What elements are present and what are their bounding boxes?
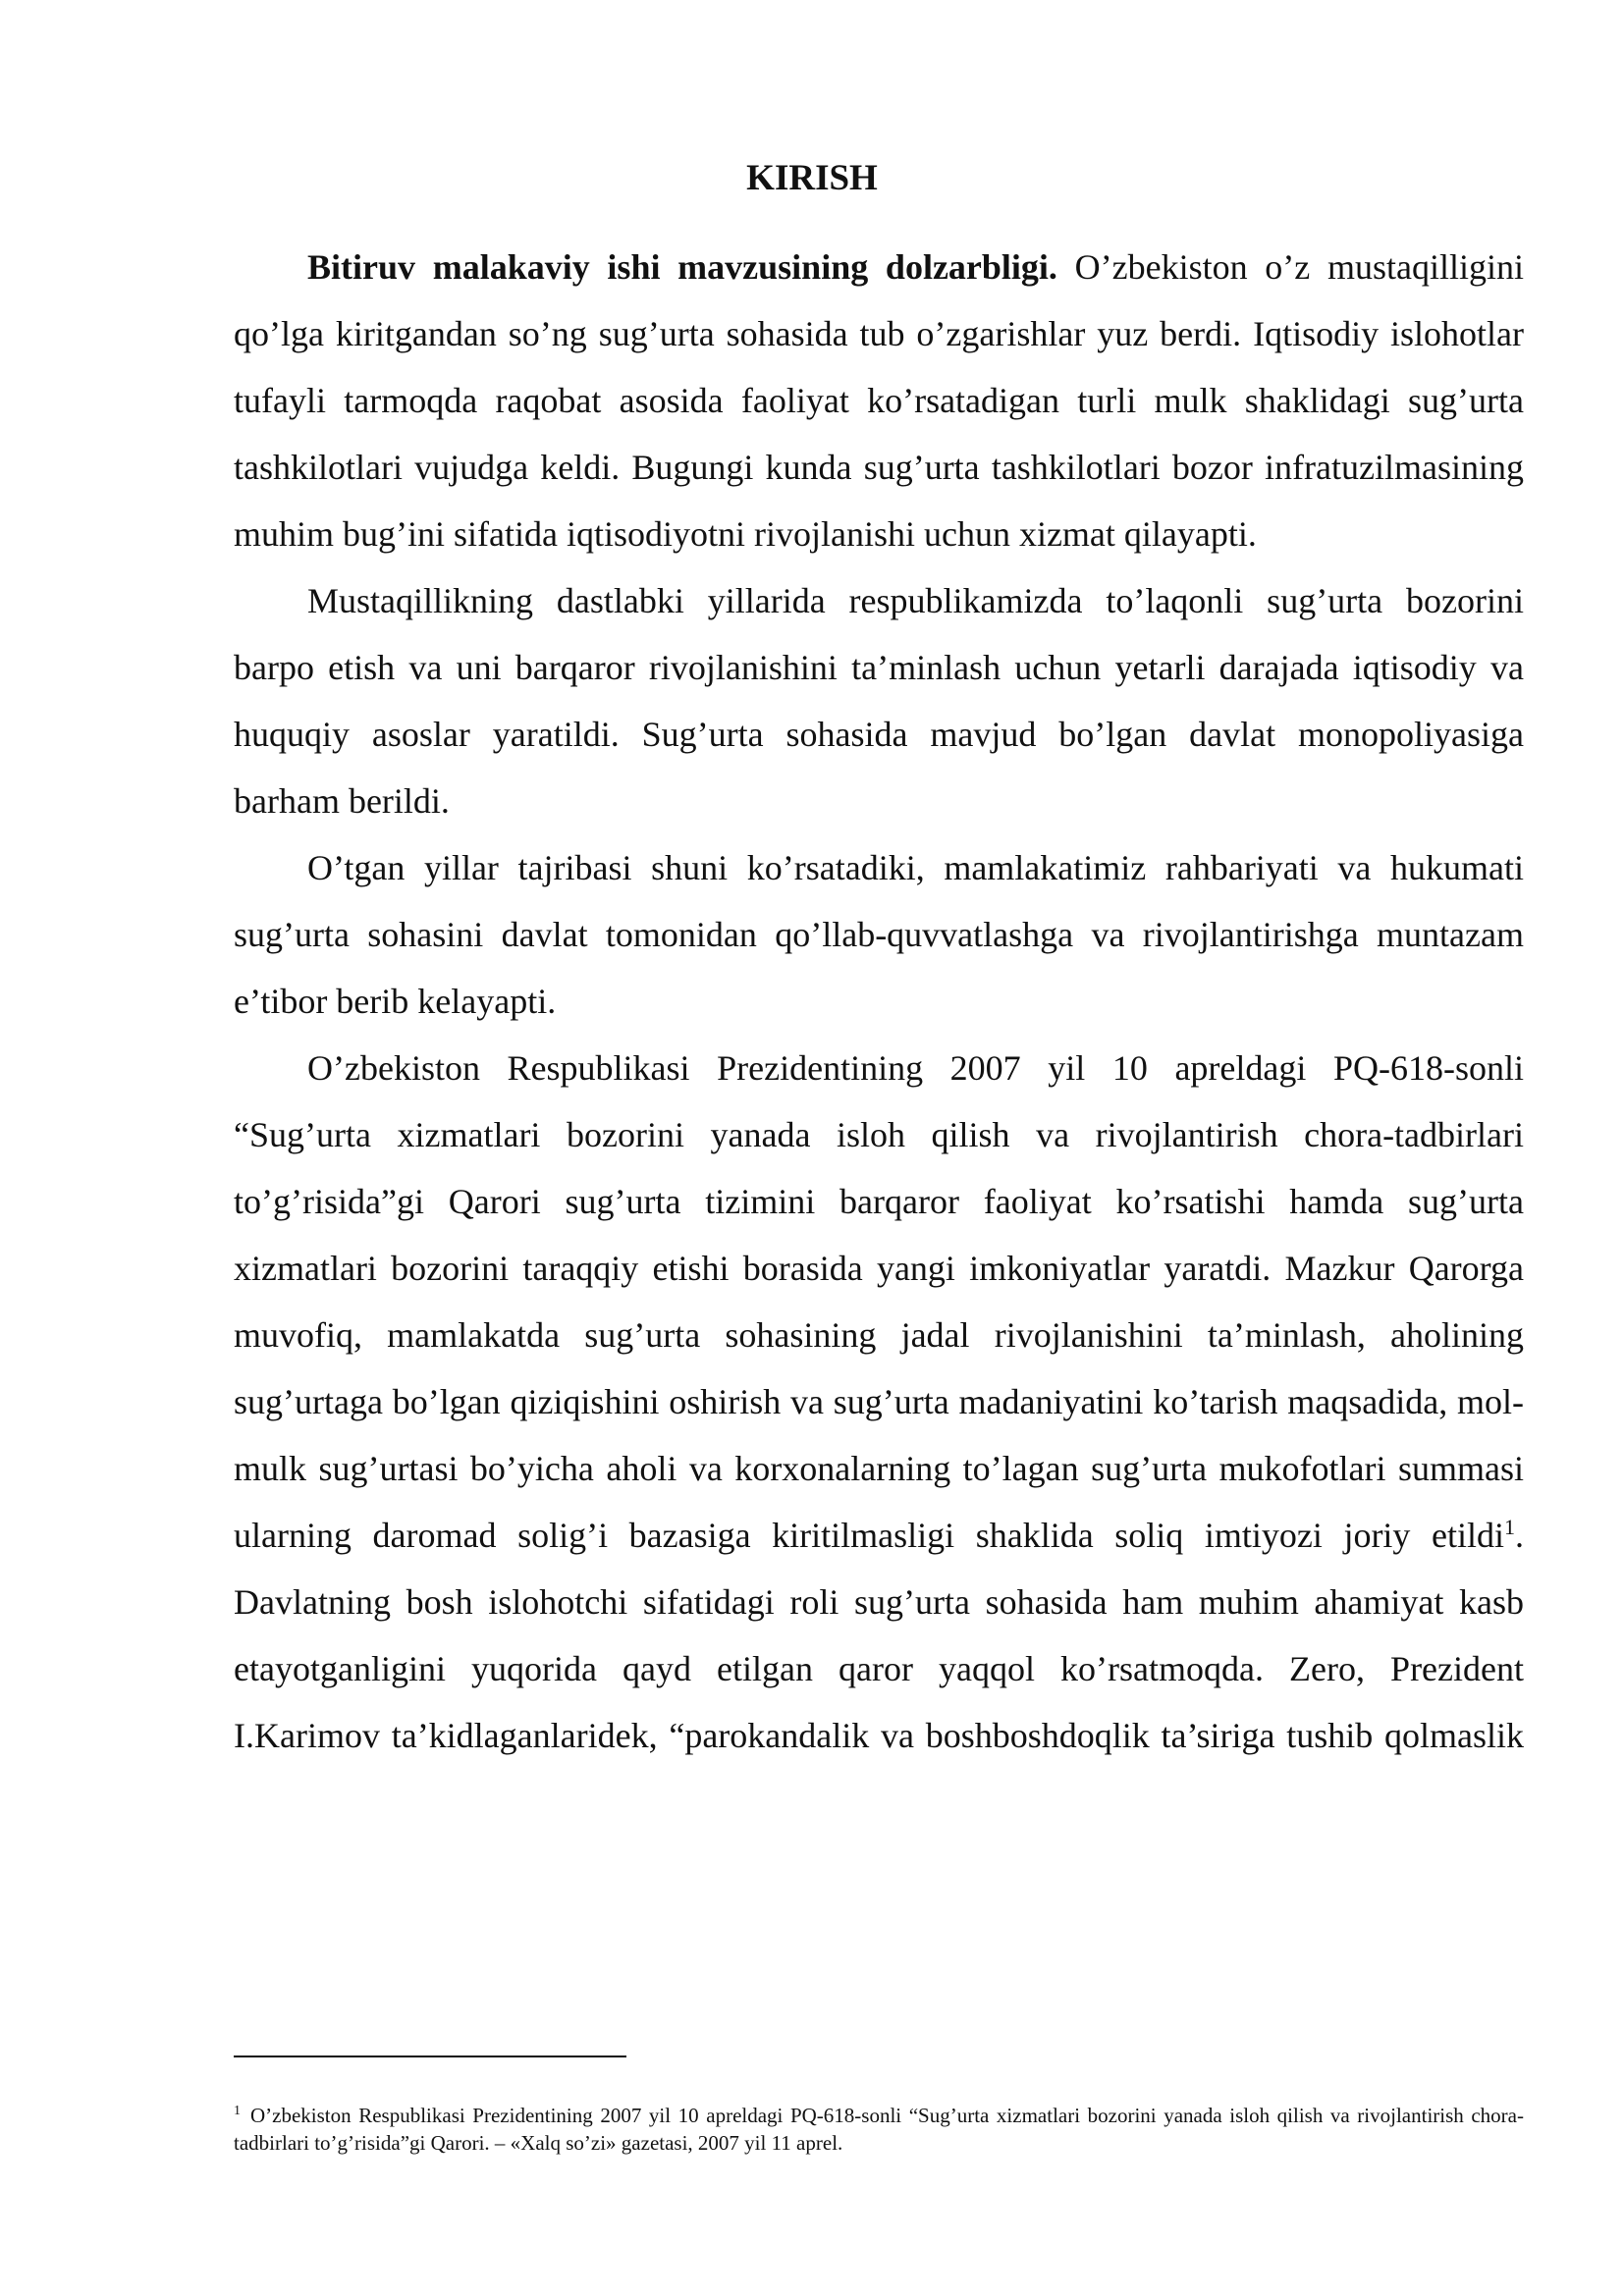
footnote-number: 1 — [234, 2104, 241, 2118]
page-title: KIRISH — [746, 158, 878, 198]
footnote-text: O’zbekiston Respublikasi Prezidentining 2007 yil 10 apreldagi PQ-618-sonli “Sug’urta xizmatlari bozorini yanada isloh qilish va rivojlantirish chora-tadbirlari to’g’risida”gi Qarori. – «Xalq so’zi» gazetasi, 2007 yil 11 aprel. — [234, 2104, 1524, 2155]
paragraph-text: O’zbekiston Respublikasi Prezidentining 2007 yil 10 apreldagi PQ-618-sonli “Sug’urta xizmatlari bozorini yanada isloh qilish va rivojlantirish chora-tadbirlari to’g’risida”gi Qarori sug’urta tizimini barqaror faoliyat ko’rsatishi hamda sug’urta xizmatlari bozorini taraqqiy etishi borasida yangi imkoniyatlar yaratdi. Mazkur Qarorga muvofiq, mamlakatda sug’urta sohasining jadal rivojlanishini ta’minlash, aholining sug’urtaga bo’lgan qiziqishini oshirish va sug’urta madaniyatini ko’tarish maqsadida, mol-mulk sug’urtasi bo’yicha aholi va korxonalarning to’lagan sug’urta mukofotlari summasi ularning daromad solig’i bazasiga kiritilmasligi shaklida soliq imtiyozi joriy etildi — [234, 1048, 1524, 1555]
footnote-reference[interactable]: 1 — [1504, 1515, 1515, 1539]
body-text — [234, 234, 1524, 1769]
paragraph-lead: Bitiruv malakaviy ishi mavzusining dolzarbligi. — [307, 247, 1057, 287]
paragraph-1 — [234, 234, 1524, 567]
paragraph-text: . Davlatning bosh islohotchi sifatidagi roli sug’urta sohasida ham muhim ahamiyat kasb etayotganligini yuqorida qayd etilgan qaror yaqqol ko’rsatmoqda. Zero, Prezident I.Karimov ta’kidlaganlaridek, “parokandalik va boshboshdoqlik ta’siriga tushib qolmaslik — [234, 1516, 1524, 1755]
footnote-separator — [234, 2056, 626, 2057]
paragraph-text: O’zbekiston o’z mustaqilligini qo’lga kiritgandan so’ng sug’urta sohasida tub o’zgarishlar yuz berdi. Iqtisodiy islohotlar tufayli tarmoqda raqobat asosida faoliyat ko’rsatadigan turli mulk shaklidagi sug’urta tashkilotlari vujudga keldi. Bugungi kunda sug’urta tashkilotlari bozor infratuzilmasining muhim bug’ini sifatida iqtisodiyotni rivojlanishi uchun xizmat qilayapti. — [234, 247, 1524, 554]
footnote — [234, 2102, 1524, 2157]
paragraph-4 — [234, 1035, 1524, 1769]
paragraph-3: O’tgan yillar tajribasi shuni ko’rsatadiki, mamlakatimiz rahbariyati va hukumati sug’urta sohasini davlat tomonidan qo’llab-quvvatlashga va rivojlantirishga muntazam e’tibor berib kelayapti. — [234, 848, 1524, 1021]
paragraph-2: Mustaqillikning dastlabki yillarida respublikamizda to’laqonli sug’urta bozorini barpo etish va uni barqaror rivojlanishini ta’minlash uchun yetarli darajada iqtisodiy va huquqiy asoslar yaratildi. Sug’urta sohasida mavjud bo’lgan davlat monopoliyasiga barham berildi. — [234, 581, 1524, 821]
